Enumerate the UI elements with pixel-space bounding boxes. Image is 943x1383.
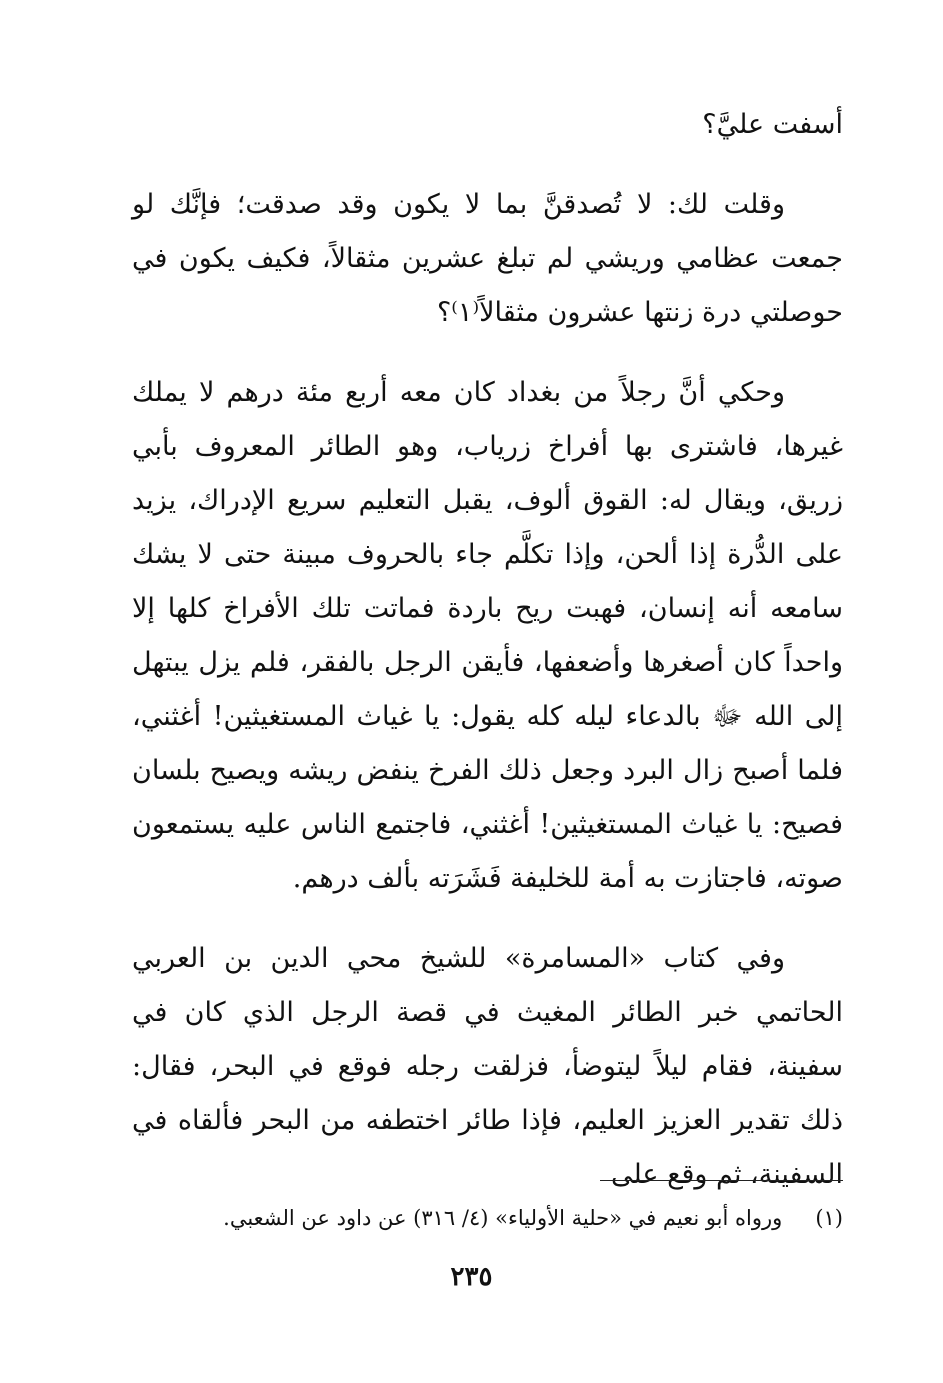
paragraph-baghdad-story: وحكي أنَّ رجلاً من بغداد كان معه أربع مئة درهم لا يملك غيرها، فاشترى بها أفراخ زرياب، وهو الطائر المعروف بأبي زريق، ويقال له: القوق ألوف، يقبل التعليم سريع الإدراك، يزيد على الدُّرة إذا ألحن، وإذا تكلَّم جاء بالحروف مبينة حتى لا يشك سامعه أنه إنسان، فهبت ريح باردة فماتت تلك الأفراخ كلها إلا واحداً كان أصغرها وأضعفها، فأيقن الرجل بالفقر، فلم يزل يبتهل إلى الله ﷻ بالدعاء ليله كله يقول: يا غياث المستغيثين! أغثني، فلما أصبح زال البرد وجعل ذلك الفرخ ينفض ريشه ويصيح بلسان فصيح: يا غياث المستغيثين! أغثني، فاجتمع الناس عليه يستمعون صوته، فاجتازت به أمة للخليفة فَشَرَته بألف درهم. bbox=[132, 377, 843, 894]
footnote bbox=[132, 1200, 843, 1236]
paragraph-continuation: أسفت عليَّ؟ bbox=[702, 109, 843, 140]
footnote-text: ورواه أبو نعيم في «حلية الأولياء» (٤/ ٣١٦) عن داود عن الشعبي. bbox=[223, 1206, 783, 1230]
main-text bbox=[132, 98, 843, 1202]
footnote-separator bbox=[600, 1180, 843, 1181]
paragraph-bird-speech: وقلت لك: لا تُصدقنَّ بما لا يكون وقد صدقت؛ فإنَّك لو جمعت عظامي وريشي لم تبلغ عشرين مثقالاً، فكيف يكون في حوصلتي درة زنتها عشرون مثقالاً⁽١⁾؟ bbox=[132, 189, 843, 328]
footnote-marker: (١) bbox=[815, 1206, 843, 1230]
paragraph-musamara: وفي كتاب «المسامرة» للشيخ محي الدين بن العربي الحاتمي خبر الطائر المغيث في قصة الرجل الذي كان في سفينة، فقام ليلاً ليتوضأ، فزلقت رجله فوقع في البحر، فقال: ذلك تقدير العزيز العليم، فإذا طائر اختطفه من البحر فألقاه في السفينة، ثم وقع على bbox=[132, 943, 843, 1190]
page-number: ٢٣٥ bbox=[450, 1262, 493, 1292]
